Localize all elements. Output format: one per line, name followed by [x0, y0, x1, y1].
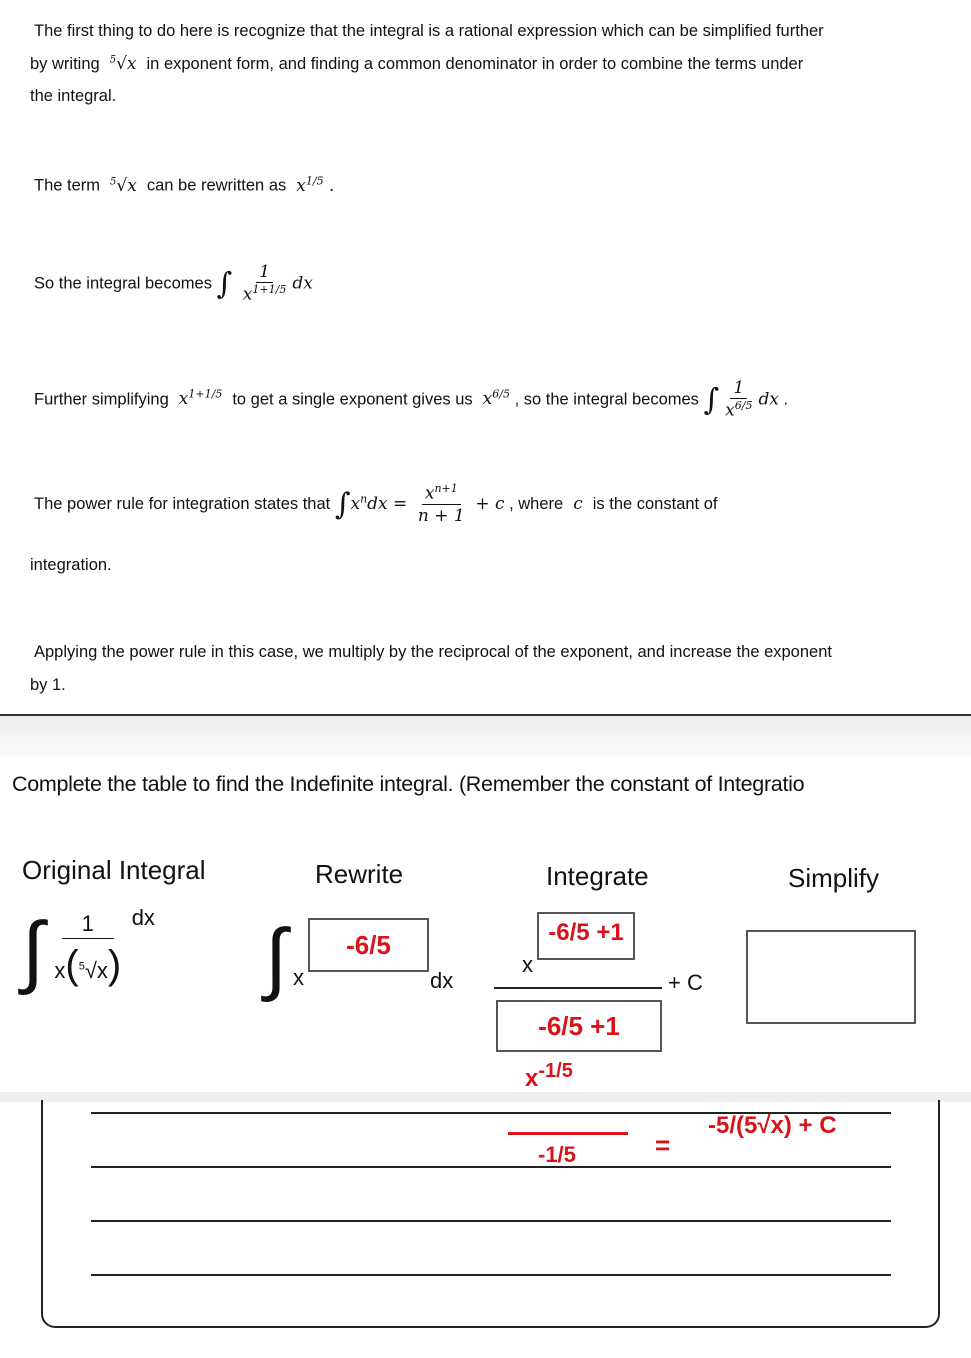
- plus-c: + C: [668, 970, 703, 995]
- text: to get a single exponent gives us: [232, 390, 473, 409]
- fraction-bar: [494, 987, 662, 989]
- text: , so the integral becomes: [514, 390, 699, 409]
- integrate-denominator-input[interactable]: -6/5 +1: [496, 1000, 662, 1052]
- paragraph-power-rule: The power rule for integration states that $\int x^ndx$ = $\frac{x^{n+1}}{n + 1}$ + c , where c is the constant of: [34, 482, 718, 527]
- work-lhs-denominator: -1/5: [538, 1142, 576, 1167]
- work-fraction-bar: [508, 1132, 628, 1135]
- text: The power rule for integration states that: [34, 494, 331, 513]
- simplify-input[interactable]: [746, 930, 916, 1024]
- text: Further simplifying: [34, 390, 169, 409]
- header-simplify: Simplify: [788, 863, 880, 893]
- paragraph-intro-3: the integral.: [30, 87, 117, 105]
- fraction: $\frac{1}{x^{1+1/5}}$: [242, 262, 287, 306]
- header-rewrite: Rewrite: [315, 859, 404, 889]
- paragraph-apply-2: by 1.: [30, 676, 66, 694]
- integrate-exponent-input[interactable]: -6/5 +1: [537, 912, 635, 960]
- paragraph-term: [34, 174, 963, 196]
- text: by writing: [30, 55, 100, 73]
- rewrite-exponent-input[interactable]: -6/5: [308, 918, 429, 972]
- text: , where: [509, 494, 564, 513]
- paragraph-intro: The first thing to do here is recognize that the integral is a rational expression which can be simplified further: [34, 22, 824, 40]
- text: is the constant of: [592, 494, 718, 513]
- rewrite-base: x: [293, 965, 304, 990]
- text: in exponent form, and finding a common denominator in order to combine the terms under: [146, 55, 804, 73]
- paragraph-simplify: Further simplifying $x^{1+1/5}$ to get a single exponent gives us $x^{6/5}$ , so the integral becomes ∫ $\frac{1}{x^{6/5}}$ dx .: [34, 378, 789, 422]
- integral-sign: ∫: [216, 266, 233, 302]
- paragraph-integral: So the integral becomes ∫ $\frac{1}{x^{1+1/5}}$ dx: [34, 262, 313, 306]
- work-lhs-numerator: $x^{-1/5}$: [525, 1060, 573, 1092]
- integrate-base: x: [522, 952, 533, 977]
- original-integral: ∫ $\frac{1}{x(^5√x)}$ dx: [22, 905, 155, 995]
- rewrite-dx: dx: [430, 968, 454, 993]
- fifth-root-x: $^5$√x: [110, 175, 137, 196]
- paragraph-apply: Applying the power rule in this case, we multiply by the reciprocal of the exponent, and increase the exponent: [34, 643, 832, 661]
- x-one-fifth: $x^{1/5}$ .: [296, 174, 335, 196]
- work-rhs: -5/(5√x) + C: [708, 1112, 837, 1139]
- task-title: Complete the table to find the Indefinite integral. (Remember the constant of Integratio: [12, 772, 805, 796]
- integral-sign: ∫: [265, 913, 287, 1002]
- work-equals: =: [655, 1130, 671, 1160]
- header-original: Original Integral: [22, 855, 206, 885]
- paragraph-intro-2: [30, 54, 963, 74]
- image-divider: [0, 714, 971, 756]
- header-integrate: Integrate: [546, 861, 649, 891]
- text: can be rewritten as: [146, 176, 287, 195]
- text: The term: [34, 176, 101, 195]
- paragraph-integration: integration.: [30, 556, 112, 574]
- fifth-root-x: $^5$√x: [109, 54, 137, 74]
- text: So the integral becomes: [34, 274, 212, 293]
